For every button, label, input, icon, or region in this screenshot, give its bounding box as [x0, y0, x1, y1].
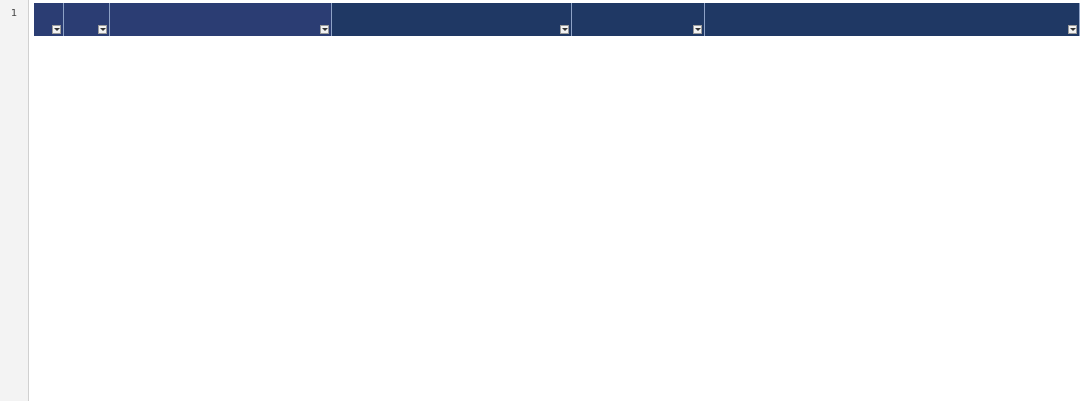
header-row: [0, 0, 1080, 37]
filter-dropdown-icon[interactable]: [693, 25, 702, 34]
filter-dropdown-icon[interactable]: [320, 25, 329, 34]
header-phone[interactable]: [572, 3, 705, 36]
header-province[interactable]: [34, 3, 64, 36]
row-number-header: 1: [10, 8, 18, 19]
header-city[interactable]: [64, 3, 110, 36]
row-number-column: [0, 0, 29, 401]
header-note[interactable]: [705, 3, 1080, 36]
header-name[interactable]: [110, 3, 332, 36]
filter-dropdown-icon[interactable]: [560, 25, 569, 34]
filter-dropdown-icon[interactable]: [1068, 25, 1077, 34]
filter-dropdown-icon[interactable]: [98, 25, 107, 34]
filter-dropdown-icon[interactable]: [52, 25, 61, 34]
header-address[interactable]: [332, 3, 572, 36]
